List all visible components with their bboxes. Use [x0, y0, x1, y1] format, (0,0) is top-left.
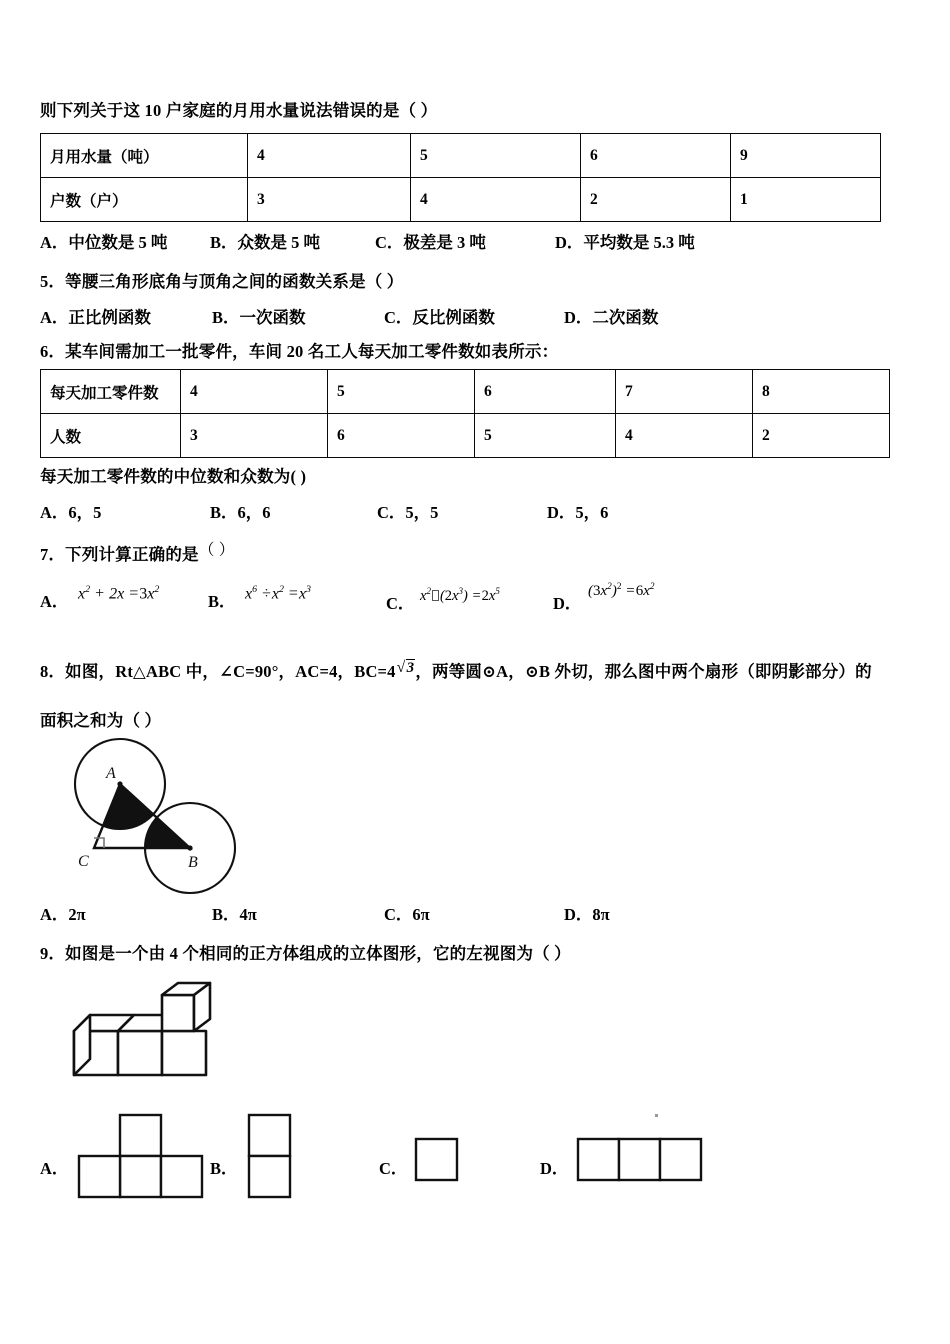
option-b[interactable]: B．一次函数 [212, 308, 306, 327]
row-header: 户数（户） [41, 178, 248, 222]
table-cell: 6 [475, 370, 616, 414]
question-7-option-d[interactable]: D． [553, 594, 582, 613]
table-cell: 9 [731, 134, 881, 178]
vertex-label-c: C [78, 853, 89, 870]
question-9-option-c-label[interactable]: C． [379, 1159, 408, 1178]
question-9-option-a-label[interactable]: A． [40, 1159, 69, 1178]
vertex-dot-a [117, 781, 122, 786]
table-cell: 4 [616, 414, 753, 458]
question-9-figure [46, 983, 206, 1093]
option-b[interactable]: B．6，6 [210, 503, 271, 522]
option-a-shape[interactable] [78, 1113, 208, 1205]
option-c-shape[interactable] [414, 1137, 464, 1185]
option-c[interactable]: C．反比例函数 [384, 308, 495, 327]
option-c[interactable]: C．极差是 3 吨 [375, 233, 486, 252]
option-d[interactable]: D．二次函数 [564, 308, 659, 327]
missing-glyph-box [432, 590, 439, 601]
formula-b: $x^6 \div x^2 =x^3$ [245, 584, 311, 603]
option-a[interactable]: A．中位数是 5 吨 [40, 233, 168, 252]
table-row [41, 370, 890, 414]
option-b[interactable]: B．众数是 5 吨 [210, 233, 321, 252]
formula-d: $(3x^2)^2 =6x^2$ [588, 582, 655, 599]
option-d[interactable]: D．8π [564, 905, 610, 924]
table-cell: 5 [328, 370, 475, 414]
question-7-option-a[interactable]: A． [40, 592, 69, 611]
table-cell: 8 [753, 370, 890, 414]
table-cell: 4 [248, 134, 411, 178]
question-8-stem-line2: 面积之和为（ ） [40, 711, 162, 730]
question-8-stem-line1 [40, 661, 872, 683]
question-8-options [40, 901, 610, 925]
vertex-dot-b [187, 845, 192, 850]
question-9-option-d-label[interactable]: D． [540, 1159, 569, 1178]
option-d[interactable]: D．平均数是 5.3 吨 [555, 233, 695, 252]
table-row [41, 178, 881, 222]
option-b-shape[interactable] [247, 1113, 297, 1205]
option-b[interactable]: B．4π [212, 905, 257, 924]
option-a[interactable]: A．2π [40, 905, 86, 924]
question-8-stem-part1: 8．如图，Rt△ABC 中，∠C=90°，AC=4，BC=4 [40, 662, 396, 681]
table-cell: 1 [731, 178, 881, 222]
table-cell: 3 [248, 178, 411, 222]
row-header: 月用水量（吨） [41, 134, 248, 178]
vertex-label-a: A [106, 765, 116, 782]
question-5-options [40, 304, 658, 328]
question-4-stem: 则下列关于这 10 户家庭的月用水量说法错误的是（ ） [40, 101, 438, 120]
table-cell: 2 [753, 414, 890, 458]
question-6-options [40, 499, 608, 523]
question-5-stem: 5．等腰三角形底角与顶角之间的函数关系是（ ） [40, 272, 404, 291]
question-7-stem-text: 7．下列计算正确的是 [40, 545, 199, 564]
question-9-stem: 9．如图是一个由 4 个相同的正方体组成的立体图形，它的左视图为（ ） [40, 944, 571, 963]
table-cell: 5 [411, 134, 581, 178]
cube-front-top [162, 995, 194, 1031]
table-row [41, 134, 881, 178]
question-7-stem [40, 540, 235, 566]
row-header: 每天加工零件数 [41, 370, 181, 414]
scan-artifact-dot [655, 1114, 658, 1117]
question-8-stem-part2: ，两等圆⊙A，⊙B 外切，那么图中两个扇形（即阴影部分）的 [415, 662, 872, 681]
option-a[interactable]: A．6，5 [40, 503, 102, 522]
row-header: 人数 [41, 414, 181, 458]
table-cell: 5 [475, 414, 616, 458]
table-cell: 4 [181, 370, 328, 414]
question-9-option-b-label[interactable]: B． [210, 1159, 238, 1178]
question-4-options [40, 229, 695, 253]
formula-a: $x^2 + 2x =3x^2$ [78, 584, 160, 603]
table-cell: 4 [411, 178, 581, 222]
option-d-shape[interactable] [576, 1137, 706, 1185]
parts-per-day-table [40, 369, 890, 458]
option-c[interactable]: C．6π [384, 905, 430, 924]
question-6-subquestion: 每天加工零件数的中位数和众数为( ) [40, 467, 307, 486]
table-row [41, 414, 890, 458]
question-7-option-b[interactable]: B． [208, 592, 236, 611]
table-cell: 6 [581, 134, 731, 178]
sqrt-3: √ 3 [397, 658, 416, 678]
question-7-blank-paren: （ ） [198, 542, 235, 559]
option-c[interactable]: C．5，5 [377, 503, 439, 522]
water-usage-table [40, 133, 881, 222]
vertex-label-b: B [188, 854, 198, 871]
table-cell: 3 [181, 414, 328, 458]
question-7-option-c[interactable]: C． [386, 594, 415, 613]
question-6-stem: 6．某车间需加工一批零件，车间 20 名工人每天加工零件数如表所示： [40, 342, 559, 361]
cube-front-right [162, 1031, 206, 1075]
question-8-figure [38, 748, 223, 908]
option-a[interactable]: A．正比例函数 [40, 308, 151, 327]
option-d[interactable]: D．5，6 [547, 503, 609, 522]
table-cell: 2 [581, 178, 731, 222]
table-cell: 6 [328, 414, 475, 458]
formula-c: $x^2$ $(2x^3) =2x^5$ [420, 586, 500, 604]
table-cell: 7 [616, 370, 753, 414]
cube-front-middle [118, 1031, 162, 1075]
